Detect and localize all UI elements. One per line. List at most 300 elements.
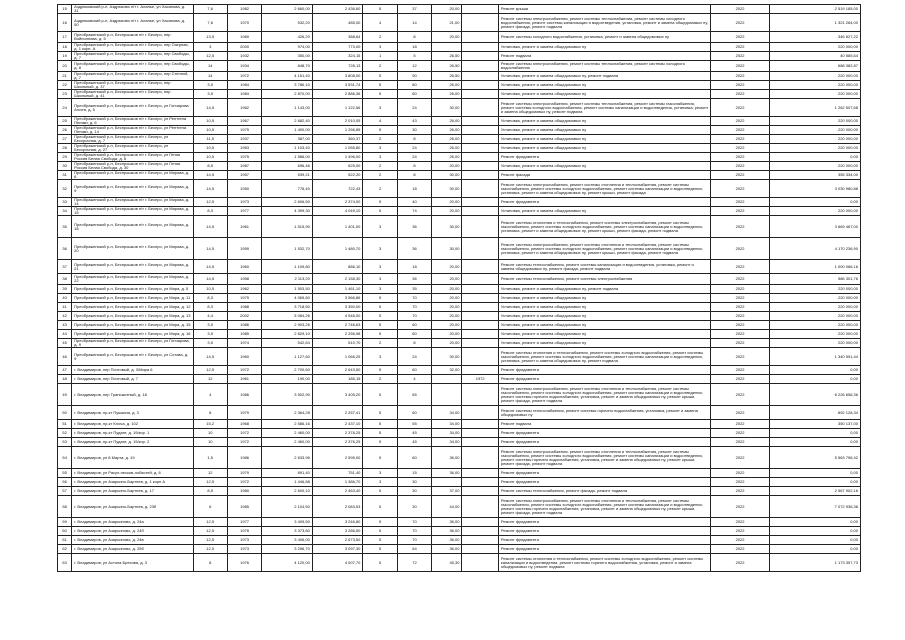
cost-cell: 1 000 066,16 bbox=[769, 260, 860, 274]
cost-cell: 220 000,00 bbox=[769, 135, 860, 144]
row-number-cell: 50 bbox=[58, 406, 72, 420]
extra-cell bbox=[462, 99, 498, 117]
row-number-cell: 51 bbox=[58, 420, 72, 429]
total-area-cell: 3 406,00 bbox=[262, 536, 313, 545]
cost-cell: 0,00 bbox=[769, 518, 860, 527]
table-row bbox=[58, 330, 861, 339]
extra-cell bbox=[462, 162, 498, 171]
cost-cell: 220 000,00 bbox=[769, 294, 860, 303]
rate-cell: 20,00 bbox=[432, 207, 462, 216]
floors-cell: 2 bbox=[363, 162, 397, 171]
row-number-cell: 60 bbox=[58, 527, 72, 536]
total-area-cell: 2 903,26 bbox=[262, 321, 313, 330]
address-cell: Преображенский р-н, Беспрошков п/т г. Беспро, ул Мирова, д. 6 bbox=[72, 171, 193, 180]
total-area-cell: 350,00 bbox=[262, 52, 313, 61]
wear-cell: 10,5 bbox=[193, 144, 227, 153]
apartments-cell: 70 bbox=[397, 294, 431, 303]
address-cell: Аздрюковский р-н, Аздрюково п/т г. Аланье, ул Хасанова, д. 31 bbox=[72, 5, 193, 14]
address-cell: Преображенский р-н, Беспрошков п/т г. Беспро, ул Гения Россия Белая Свобода, д. 6 bbox=[72, 153, 193, 162]
work-type-cell: Ремонт фундамента bbox=[498, 438, 710, 447]
row-number-cell: 34 bbox=[58, 207, 72, 216]
rate-cell: 20,00 bbox=[432, 303, 462, 312]
rate-cell: 30,00 bbox=[432, 171, 462, 180]
row-number-cell: 45 bbox=[58, 339, 72, 348]
work-type-cell: Установка, ремонт и замена общедомовых пу, ремонт подвала bbox=[498, 72, 710, 81]
total-area-cell: 696,46 bbox=[262, 162, 313, 171]
living-area-cell: 3 405,20 bbox=[312, 384, 363, 406]
work-type-cell: Установка, ремонт и замена общедомовых пу bbox=[498, 162, 710, 171]
row-number-cell: 40 bbox=[58, 294, 72, 303]
apartments-cell: 40 bbox=[397, 198, 431, 207]
wear-cell: 14,5 bbox=[193, 238, 227, 260]
rate-cell: 36,00 bbox=[432, 545, 462, 554]
plan-year-cell: 2022 bbox=[711, 260, 770, 274]
living-area-cell: 1 386,70 bbox=[312, 478, 363, 487]
table-row bbox=[58, 153, 861, 162]
total-area-cell: 2 682,40 bbox=[262, 117, 313, 126]
living-area-cell: 1 256,85 bbox=[312, 126, 363, 135]
living-area-cell: 3 808,00 bbox=[312, 72, 363, 81]
living-area-cell: 1 066,25 bbox=[312, 348, 363, 366]
plan-year-cell: 2022 bbox=[711, 52, 770, 61]
total-area-cell: 2 586,16 bbox=[262, 420, 313, 429]
year-built-cell: 1957 bbox=[227, 171, 261, 180]
table-row bbox=[58, 420, 861, 429]
living-area-cell: 3 566,86 bbox=[312, 294, 363, 303]
wear-cell: 3,5 bbox=[193, 90, 227, 99]
floors-cell: 5 bbox=[363, 90, 397, 99]
plan-year-cell: 2022 bbox=[711, 469, 770, 478]
total-area-cell: 848,70 bbox=[262, 61, 313, 72]
extra-cell bbox=[462, 14, 498, 32]
extra-cell bbox=[462, 554, 498, 572]
table-row bbox=[58, 447, 861, 469]
work-type-cell: Установка, ремонт и замена общедомовых пу bbox=[498, 312, 710, 321]
cost-cell: 220 000,00 bbox=[769, 303, 860, 312]
plan-year-cell: 2022 bbox=[711, 294, 770, 303]
total-area-cell: 2 660,00 bbox=[262, 5, 313, 14]
apartments-cell: 36 bbox=[397, 238, 431, 260]
extra-cell bbox=[462, 487, 498, 496]
extra-cell bbox=[462, 478, 498, 487]
wear-cell: 10 bbox=[193, 438, 227, 447]
address-cell: г. Владимиров, ул Расул-песков-лобастей, д. 6 bbox=[72, 469, 193, 478]
plan-year-cell: 2022 bbox=[711, 126, 770, 135]
floors-cell: 5 bbox=[363, 545, 397, 554]
floors-cell: 3 bbox=[363, 238, 397, 260]
extra-cell bbox=[462, 81, 498, 90]
extra-cell bbox=[462, 321, 498, 330]
extra-cell bbox=[462, 518, 498, 527]
total-area-cell: 1 532,70 bbox=[262, 238, 313, 260]
extra-cell bbox=[462, 366, 498, 375]
row-number-cell: 32 bbox=[58, 180, 72, 198]
row-number-cell: 41 bbox=[58, 303, 72, 312]
address-cell: Преображенский р-н, Беспрошков п/т г. Беспро, ул Мирова, д. 9 bbox=[72, 180, 193, 198]
cost-cell: 220 000,00 bbox=[769, 117, 860, 126]
rate-cell: 20,00 bbox=[432, 5, 462, 14]
living-area-cell: 1 461,10 bbox=[312, 285, 363, 294]
work-type-cell: Установка, ремонт и замена общедомовых пу bbox=[498, 330, 710, 339]
living-area-cell: 4 546,00 bbox=[312, 312, 363, 321]
plan-year-cell: 2022 bbox=[711, 61, 770, 72]
work-type-cell: Ремонт системы электроснабжения, ремонт системы отопления и теплоснабжения, ремонт системы газоснабжения, ремонт системы холодного водоснабжения, ремонт системы канализации и водоотведения, ремонт системы горячего водоснабжения, установка, ремонт и замена общедомовых пу, ремонт крыши, ремонт фасада, ремонт подвала bbox=[498, 447, 710, 469]
address-cell: Преображенский р-н, Беспрошков п/т г. Беспро, ул Мира, д. 16 bbox=[72, 330, 193, 339]
total-area-cell: 2 700,60 bbox=[262, 366, 313, 375]
year-built-cell: 2000 bbox=[227, 43, 261, 52]
work-type-cell: Ремонт системы теплоснабжения, ремонт системы электроснабжения bbox=[498, 274, 710, 285]
year-built-cell: 1972 bbox=[227, 429, 261, 438]
plan-year-cell: 2022 bbox=[711, 527, 770, 536]
row-number-cell: 44 bbox=[58, 330, 72, 339]
wear-cell: 12,5 bbox=[193, 478, 227, 487]
table-row bbox=[58, 438, 861, 447]
address-cell: г. Владимиров, ул Азарьиново, д. 24а bbox=[72, 518, 193, 527]
cost-cell: 220 000,00 bbox=[769, 126, 860, 135]
address-cell: Преображенский р-н, Беспрошков п/т г. Беспро, ул Мира, д. 15 bbox=[72, 321, 193, 330]
wear-cell: 3 bbox=[193, 43, 227, 52]
cost-cell: 0,00 bbox=[769, 527, 860, 536]
cost-cell: 0,00 bbox=[769, 536, 860, 545]
work-type-cell: Ремонт системы теплоснабжения, ремонт системы канализации и водоотведения, установка, ремонт и замена общедомовых пу, ремонт фасада, ремонт подвала bbox=[498, 260, 710, 274]
plan-year-cell: 2022 bbox=[711, 375, 770, 384]
wear-cell: 15,2 bbox=[193, 420, 227, 429]
rate-cell: 26,00 bbox=[432, 126, 462, 135]
extra-cell bbox=[462, 32, 498, 43]
apartments-cell: 60 bbox=[397, 330, 431, 339]
rate-cell: 26,00 bbox=[432, 90, 462, 99]
floors-cell: 5 bbox=[363, 518, 397, 527]
year-built-cell: 1973 bbox=[227, 545, 261, 554]
work-type-cell: Ремонт фундамента bbox=[498, 469, 710, 478]
apartments-cell: 60 bbox=[397, 321, 431, 330]
apartments-cell: 70 bbox=[397, 527, 431, 536]
total-area-cell: 3 502,90 bbox=[262, 384, 313, 406]
work-type-cell: Ремонт фундамента bbox=[498, 366, 710, 375]
living-area-cell: 2 378,25 bbox=[312, 429, 363, 438]
year-built-cell: 1973 bbox=[227, 198, 261, 207]
work-type-cell: Ремонт системы электроснабжения, ремонт системы теплоснабжения, ремонт системы холодного водоснабжения, ремонт системы канализации и водоотведения, установка, ремонт и замена общедомовых пу, ремонт фасада, ремонт подвала bbox=[498, 14, 710, 32]
wear-cell: 8,5 bbox=[193, 487, 227, 496]
year-built-cell: 1977 bbox=[227, 518, 261, 527]
table-row bbox=[58, 339, 861, 348]
row-number-cell: 23 bbox=[58, 90, 72, 99]
table-row bbox=[58, 366, 861, 375]
wear-cell: 12,5 bbox=[193, 366, 227, 375]
extra-cell bbox=[462, 303, 498, 312]
work-type-cell: Ремонт подвала bbox=[498, 420, 710, 429]
work-type-cell: Ремонт фасада bbox=[498, 171, 710, 180]
cost-cell: 220 000,00 bbox=[769, 162, 860, 171]
extra-cell bbox=[462, 72, 498, 81]
cost-cell: 0,00 bbox=[769, 153, 860, 162]
plan-year-cell: 2022 bbox=[711, 171, 770, 180]
year-built-cell: 1982 bbox=[227, 5, 261, 14]
plan-year-cell: 2022 bbox=[711, 478, 770, 487]
wear-cell: 14,5 bbox=[193, 216, 227, 238]
apartments-cell: 12 bbox=[397, 61, 431, 72]
address-cell: Преображенский р-н, Беспрошков п/т г. Беспро, ул Мирова, д. 22 bbox=[72, 274, 193, 285]
cost-cell: 0,00 bbox=[769, 429, 860, 438]
extra-cell bbox=[462, 339, 498, 348]
plan-year-cell: 2022 bbox=[711, 180, 770, 198]
year-built-cell: 1984 bbox=[227, 90, 261, 99]
row-number-cell: 59 bbox=[58, 518, 72, 527]
cost-cell: 220 000,00 bbox=[769, 72, 860, 81]
apartments-cell: 24 bbox=[397, 99, 431, 117]
floors-cell: 1 bbox=[363, 52, 397, 61]
apartments-cell: 24 bbox=[397, 348, 431, 366]
work-type-cell: Ремонт фундамента bbox=[498, 429, 710, 438]
wear-cell: 3,5 bbox=[193, 81, 227, 90]
work-type-cell: Ремонт крыши bbox=[498, 5, 710, 14]
wear-cell: 8,3 bbox=[193, 294, 227, 303]
wear-cell: 12 bbox=[193, 469, 227, 478]
plan-year-cell: 2022 bbox=[711, 81, 770, 90]
wear-cell: 8 bbox=[193, 406, 227, 420]
year-built-cell: 1973 bbox=[227, 536, 261, 545]
rate-cell: 20,00 bbox=[432, 274, 462, 285]
rate-cell: 20,00 bbox=[432, 260, 462, 274]
floors-cell: 2 bbox=[363, 180, 397, 198]
total-area-cell: 1 143,00 bbox=[262, 99, 313, 117]
apartments-cell: 72 bbox=[397, 554, 431, 572]
table-row bbox=[58, 312, 861, 321]
address-cell: Преображенский р-н, Беспрошков п/т г. Беспро, ул Мира, д. 12 bbox=[72, 303, 193, 312]
year-built-cell: 1968 bbox=[227, 420, 261, 429]
apartments-cell: 70 bbox=[397, 303, 431, 312]
address-cell: г. Владимиров, пр-кт Клоча, д. 102 bbox=[72, 420, 193, 429]
row-number-cell: 43 bbox=[58, 321, 72, 330]
wear-cell: 12,5 bbox=[193, 52, 227, 61]
plan-year-cell: 2022 bbox=[711, 447, 770, 469]
plan-year-cell: 2022 bbox=[711, 274, 770, 285]
apartments-cell: 60 bbox=[397, 90, 431, 99]
floors-cell: 3 bbox=[363, 43, 397, 52]
plan-year-cell: 2022 bbox=[711, 135, 770, 144]
work-type-cell: Ремонт фундамента bbox=[498, 478, 710, 487]
wear-cell: 10,5 bbox=[193, 126, 227, 135]
wear-cell: 13,5 bbox=[193, 32, 227, 43]
extra-cell bbox=[462, 216, 498, 238]
table-row bbox=[58, 406, 861, 420]
rate-cell: 30,00 bbox=[432, 99, 462, 117]
plan-year-cell: 2022 bbox=[711, 406, 770, 420]
work-type-cell: Установка, ремонт и замена общедомовых пу bbox=[498, 303, 710, 312]
living-area-cell: 2 374,00 bbox=[312, 198, 363, 207]
work-type-cell: Ремонт системы электроснабжения, ремонт системы отопления и теплоснабжения, ремонт системы газоснабжения, ремонт системы холодного водоснабжения, ремонт системы канализации и водоотведения, ремонт системы горячего водоснабжения, установка, ремонт и замена общедомовых пу, ремонт крыши, ремонт фасада, ремонт подвала bbox=[498, 384, 710, 406]
table-row bbox=[58, 554, 861, 572]
extra-cell bbox=[462, 536, 498, 545]
total-area-cell: 2 600,10 bbox=[262, 487, 313, 496]
plan-year-cell: 2022 bbox=[711, 216, 770, 238]
year-built-cell: 1961 bbox=[227, 375, 261, 384]
living-area-cell: 522,20 bbox=[312, 171, 363, 180]
wear-cell: 3,5 bbox=[193, 321, 227, 330]
plan-year-cell: 2022 bbox=[711, 554, 770, 572]
extra-cell bbox=[462, 135, 498, 144]
table-row bbox=[58, 135, 861, 144]
total-area-cell: 2 633,96 bbox=[262, 447, 313, 469]
extra-cell bbox=[462, 198, 498, 207]
floors-cell: 3 bbox=[363, 99, 397, 117]
plan-year-cell: 2022 bbox=[711, 144, 770, 153]
year-built-cell: 1934 bbox=[227, 61, 261, 72]
plan-year-cell: 2022 bbox=[711, 496, 770, 518]
work-type-cell: Ремонт системы электроснабжения, ремонт системы теплоснабжения, ремонт системы газоснабжения, ремонт системы холодного водоснабжения, ремонт системы канализации и водоотведения, установка, ремонт и замена общедомовых пу, ремонт подвала bbox=[498, 99, 710, 117]
living-area-cell: 4 007,70 bbox=[312, 554, 363, 572]
table-row bbox=[58, 52, 861, 61]
extra-cell bbox=[462, 207, 498, 216]
address-cell: Преображенский р-н, Беспрошков п/т г. Беспро, ул Мирова, д. 15 bbox=[72, 207, 193, 216]
extra-cell bbox=[462, 171, 498, 180]
address-cell: г. Владимиров, ул Азарьиново, д. 24в bbox=[72, 536, 193, 545]
cost-cell: 586 301,76 bbox=[769, 274, 860, 285]
address-cell: Преображенский р-н, Беспрошков п/т г. Беспро, ул Мирова, д. 18 bbox=[72, 216, 193, 238]
plan-year-cell: 2022 bbox=[711, 207, 770, 216]
apartments-cell: 4 bbox=[397, 375, 431, 384]
year-built-cell: 1962 bbox=[227, 99, 261, 117]
total-area-cell: 974,00 bbox=[262, 43, 313, 52]
total-area-cell: 1 586,00 bbox=[262, 153, 313, 162]
extra-cell bbox=[462, 496, 498, 518]
living-area-cell: 1 480,70 bbox=[312, 238, 363, 260]
rate-cell: 26,00 bbox=[432, 135, 462, 144]
floors-cell: 5 bbox=[363, 406, 397, 420]
table-row bbox=[58, 32, 861, 43]
work-type-cell: Ремонт системы отопления и теплоснабжения, ремонт системы холодного водоснабжения, ремонт системы канализации и водоотведения, ремонт системы горячего водоснабжения, установка, ремонт и замена общедомовых пу, ремонт подвала bbox=[498, 554, 710, 572]
extra-cell bbox=[462, 180, 498, 198]
extra-cell bbox=[462, 126, 498, 135]
extra-cell bbox=[462, 438, 498, 447]
apartments-cell: 14 bbox=[397, 14, 431, 32]
wear-cell: 14,5 bbox=[193, 274, 227, 285]
plan-year-cell: 2022 bbox=[711, 99, 770, 117]
wear-cell: 12,5 bbox=[193, 536, 227, 545]
row-number-cell: 35 bbox=[58, 216, 72, 238]
total-area-cell: 4 151,40 bbox=[262, 72, 313, 81]
wear-cell: 1,5 bbox=[193, 447, 227, 469]
rate-cell: 26,00 bbox=[432, 153, 462, 162]
work-type-cell: Установка, ремонт и замена общедомовых пу, ремонт подвала bbox=[498, 285, 710, 294]
address-cell: Преображенский р-н, Беспрошков п/т г. Беспро, ул Рентгена Пеняки, д. 14 bbox=[72, 126, 193, 135]
total-area-cell: 539,21 bbox=[262, 171, 313, 180]
rate-cell: 30,00 bbox=[432, 180, 462, 198]
extra-cell bbox=[462, 527, 498, 536]
address-cell: Преображенский р-н, Беспрошков п/т г. Беспро, ул Мира, д. 5 bbox=[72, 285, 193, 294]
extra-cell bbox=[462, 330, 498, 339]
wear-cell: 14 bbox=[193, 61, 227, 72]
year-built-cell: 1972 bbox=[227, 438, 261, 447]
work-type-cell: Ремонт системы электроснабжения, ремонт системы отопления и теплоснабжения, ремонт системы газоснабжения, ремонт системы холодного водоснабжения, ремонт системы канализации и водоотведения, ремонт системы горячего водоснабжения, установка, ремонт и замена общедомовых пу, ремонт крыши, ремонт фасада, ремонт подвала bbox=[498, 496, 710, 518]
living-area-cell: 2 010,05 bbox=[312, 117, 363, 126]
living-area-cell: 2 437,10 bbox=[312, 420, 363, 429]
cost-cell: 220 000,00 bbox=[769, 81, 860, 90]
floors-cell: 3 bbox=[363, 469, 397, 478]
apartments-cell: 65 bbox=[397, 384, 431, 406]
rate-cell: 44,00 bbox=[432, 496, 462, 518]
cost-cell: 1 340 591,44 bbox=[769, 348, 860, 366]
cost-cell: 0,00 bbox=[769, 198, 860, 207]
rate-cell: 20,00 bbox=[432, 198, 462, 207]
row-number-cell: 55 bbox=[58, 469, 72, 478]
wear-cell: 7,6 bbox=[193, 5, 227, 14]
total-area-cell: 4 399,30 bbox=[262, 207, 313, 216]
year-built-cell: 1986 bbox=[227, 384, 261, 406]
year-built-cell: 1972 bbox=[227, 366, 261, 375]
living-area-cell: 2 886,36 bbox=[312, 90, 363, 99]
total-area-cell: 1 503,50 bbox=[262, 285, 313, 294]
year-built-cell: 1950 bbox=[227, 180, 261, 198]
row-number-cell: 46 bbox=[58, 348, 72, 366]
floors-cell: 5 bbox=[363, 420, 397, 429]
floors-cell: 5 bbox=[363, 487, 397, 496]
extra-cell bbox=[462, 429, 498, 438]
plan-year-cell: 2022 bbox=[711, 303, 770, 312]
rate-cell: 20,00 bbox=[432, 285, 462, 294]
rate-cell: 20,00 bbox=[432, 339, 462, 348]
floors-cell: 5 bbox=[363, 81, 397, 90]
address-cell: г. Владимиров, ул Астона Брехова, д. 3 bbox=[72, 554, 193, 572]
plan-year-cell: 2022 bbox=[711, 438, 770, 447]
table-row bbox=[58, 61, 861, 72]
apartments-cell: 37 bbox=[397, 5, 431, 14]
floors-cell: 2 bbox=[363, 32, 397, 43]
table-row bbox=[58, 171, 861, 180]
row-number-cell: 53 bbox=[58, 438, 72, 447]
year-built-cell: 1987 bbox=[227, 162, 261, 171]
work-type-cell: Ремонт системы электроснабжения, ремонт системы отопления и теплоснабжения, ремонт системы газоснабжения, ремонт системы холодного водоснабжения, ремонт системы канализации и водоотведения, установка, ремонт и замена общедомовых пу, ремонт крыши, ремонт фасада bbox=[498, 180, 710, 198]
rate-cell: 26,50 bbox=[432, 52, 462, 61]
work-type-cell: Установка, ремонт и замена общедомовых пу bbox=[498, 321, 710, 330]
apartments-cell: 18 bbox=[397, 260, 431, 274]
living-area-cell: 3 286,50 bbox=[312, 527, 363, 536]
year-built-cell: 1932 bbox=[227, 52, 261, 61]
address-cell: Преображенский р-н, Беспрошков п/т г. Беспро, ул Мирова, д. 21 bbox=[72, 260, 193, 274]
wear-cell: 8,3 bbox=[193, 303, 227, 312]
address-cell: Преображенский р-н, Беспрошков п/т г. Беспро, ул Гончарова Аллея, д. 5 bbox=[72, 99, 193, 117]
floors-cell: 2 bbox=[363, 135, 397, 144]
rate-cell: 30,00 bbox=[432, 216, 462, 238]
apartments-cell: 70 bbox=[397, 312, 431, 321]
row-number-cell: 58 bbox=[58, 496, 72, 518]
wear-cell: 8 bbox=[193, 554, 227, 572]
rate-cell: 36,00 bbox=[432, 447, 462, 469]
address-cell: Преображенский р-н, Беспрошков п/т г. Беспро, ул Гения Россия Белая Свобода, д. 30 bbox=[72, 162, 193, 171]
living-area-cell: 2 673,50 bbox=[312, 536, 363, 545]
living-area-cell: 2 257,41 bbox=[312, 406, 363, 420]
rate-cell: 20,00 bbox=[432, 330, 462, 339]
total-area-cell: 4 120,00 bbox=[262, 554, 313, 572]
work-type-cell: Установка, ремонт и замена общедомовых пу bbox=[498, 117, 710, 126]
row-number-cell: 47 bbox=[58, 366, 72, 375]
table-row bbox=[58, 99, 861, 117]
total-area-cell: 2 460,00 bbox=[262, 438, 313, 447]
apartments-cell: 35 bbox=[397, 285, 431, 294]
row-number-cell: 33 bbox=[58, 198, 72, 207]
floors-cell: 5 bbox=[363, 321, 397, 330]
work-type-cell: Ремонт подвала bbox=[498, 52, 710, 61]
address-cell: г. Владимиров, пер Трансжитный, д. 18 bbox=[72, 384, 193, 406]
rate-cell: 20,00 bbox=[432, 32, 462, 43]
total-area-cell: 2 104,50 bbox=[262, 496, 313, 518]
row-number-cell: 38 bbox=[58, 274, 72, 285]
address-cell: г. Владимиров, ул Азарьино-Бартнев, д. 1 корп А bbox=[72, 478, 193, 487]
table-row bbox=[58, 545, 861, 554]
row-number-cell: 36 bbox=[58, 238, 72, 260]
extra-cell bbox=[462, 144, 498, 153]
total-area-cell: 4 065,80 bbox=[262, 294, 313, 303]
